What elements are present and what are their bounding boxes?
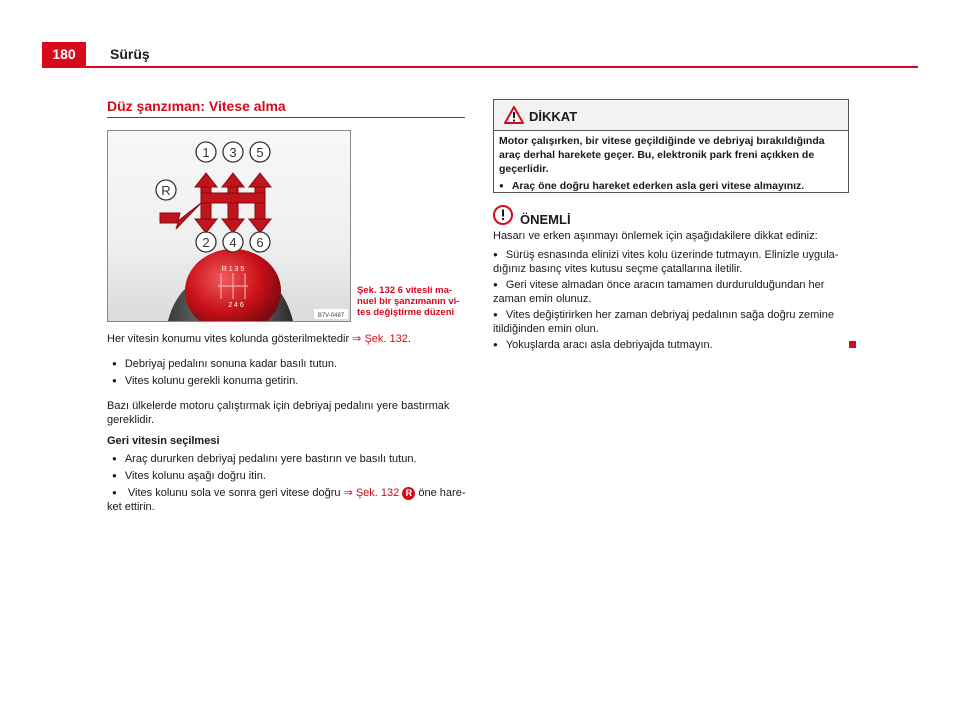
gear-number-4: 4	[229, 235, 237, 250]
list-item-continuation: zaman emin olunuz.	[493, 293, 592, 305]
intro-paragraph	[107, 332, 411, 346]
country-note-line2: gereklidir.	[107, 414, 155, 426]
list-item-continuation: itildiğinden emin olun.	[493, 323, 599, 335]
warning-box	[493, 99, 849, 193]
header-divider	[42, 66, 918, 68]
gear-number-2: 2	[202, 235, 210, 250]
figure-code: B7V-0487	[317, 313, 345, 319]
intro-text: Her vitesin konumu vites kolunda gösterilmektedir	[107, 333, 350, 345]
h-pattern	[160, 173, 271, 233]
list-item: ● Vites değiştirirken her zaman debriyaj pedalının sağa doğru zemine	[493, 308, 834, 323]
exclamation-circle-icon	[493, 205, 513, 225]
bullet3-text: Vites kolunu sola ve sonra geri vitese doğru	[127, 487, 341, 499]
list-item-continuation: dığınız basınç vites kutusu seçme çatallarına iletilir.	[493, 263, 743, 275]
gear-number-3: 3	[229, 145, 237, 160]
warning-triangle-icon	[504, 106, 524, 124]
bullet3-continuation: ket ettirin.	[107, 501, 155, 513]
page-number: 180	[42, 42, 86, 66]
section-title: Düz şanzıman: Vitese alma	[107, 98, 286, 114]
warning-title: DİKKAT	[529, 109, 578, 124]
list-item: ● Yokuşlarda aracı asla debriyajda tutmayın.	[493, 338, 713, 353]
gear-pattern-illustration	[108, 131, 350, 321]
list-item: ● Sürüş esnasında elinizi vites kolu üzerinde tutmayın. Elinizle uygula-	[493, 248, 838, 263]
gear-number-6: 6	[256, 235, 264, 250]
warning-line: geçerlidir.	[499, 163, 549, 175]
gear-number-5: 5	[256, 145, 264, 160]
gear-shift-figure	[107, 130, 351, 322]
gear-reverse: R	[161, 183, 171, 198]
list-item: ● Vites kolunu gerekli konuma getirin.	[112, 374, 298, 389]
note-title: ÖNEMLİ	[520, 212, 571, 227]
gear-number-1: 1	[202, 145, 210, 160]
figure-caption: Şek. 132 6 vitesli ma-nuel bir şanzımanın vi-tes değiştirme düzeni	[357, 285, 460, 318]
intro-end: .	[407, 333, 411, 345]
list-item: ● Araç dururken debriyaj pedalını yere bastırın ve basılı tutun.	[112, 452, 417, 467]
figure-reference-link[interactable]: ⇒ Şek. 132	[343, 487, 400, 499]
knob-label-top: R 1 3 5	[221, 266, 245, 273]
knob-label-bottom: 2 4 6	[228, 302, 244, 309]
bullet3-text-end: öne hare-	[418, 487, 466, 499]
section-divider	[107, 117, 465, 118]
warning-bullet: ● Araç öne doğru hareket ederken asla geri vitese almayınız.	[499, 179, 843, 194]
country-note-line1: Bazı ülkelerde motoru çalıştırmak için debriyaj pedalını yere bastırmak	[107, 400, 450, 412]
list-item: ● Debriyaj pedalını sonuna kadar basılı tutun.	[112, 357, 337, 372]
subheading: Geri vitesin seçilmesi	[107, 435, 220, 447]
list-item	[112, 486, 465, 501]
reverse-badge: R	[402, 487, 415, 500]
warning-line: araç derhal harekete geçer. Bu, elektronik park freni açıkken de	[499, 149, 815, 161]
figure-reference-link[interactable]: ⇒ Şek. 132	[352, 333, 408, 345]
note-intro: Hasarı ve erken aşınmayı önlemek için aşağıdakilere dikkat ediniz:	[493, 230, 818, 242]
section-end-marker	[849, 341, 856, 348]
chapter-title: Sürüş	[110, 46, 150, 62]
warning-line: Motor çalışırken, bir vitese geçildiğinde ve debriyaj bırakıldığında	[499, 135, 825, 147]
list-item: ● Vites kolunu aşağı doğru itin.	[112, 469, 266, 484]
list-item: ● Geri vitese almadan önce aracın tamamen durdurulduğundan her	[493, 278, 824, 293]
warning-body	[499, 134, 843, 194]
